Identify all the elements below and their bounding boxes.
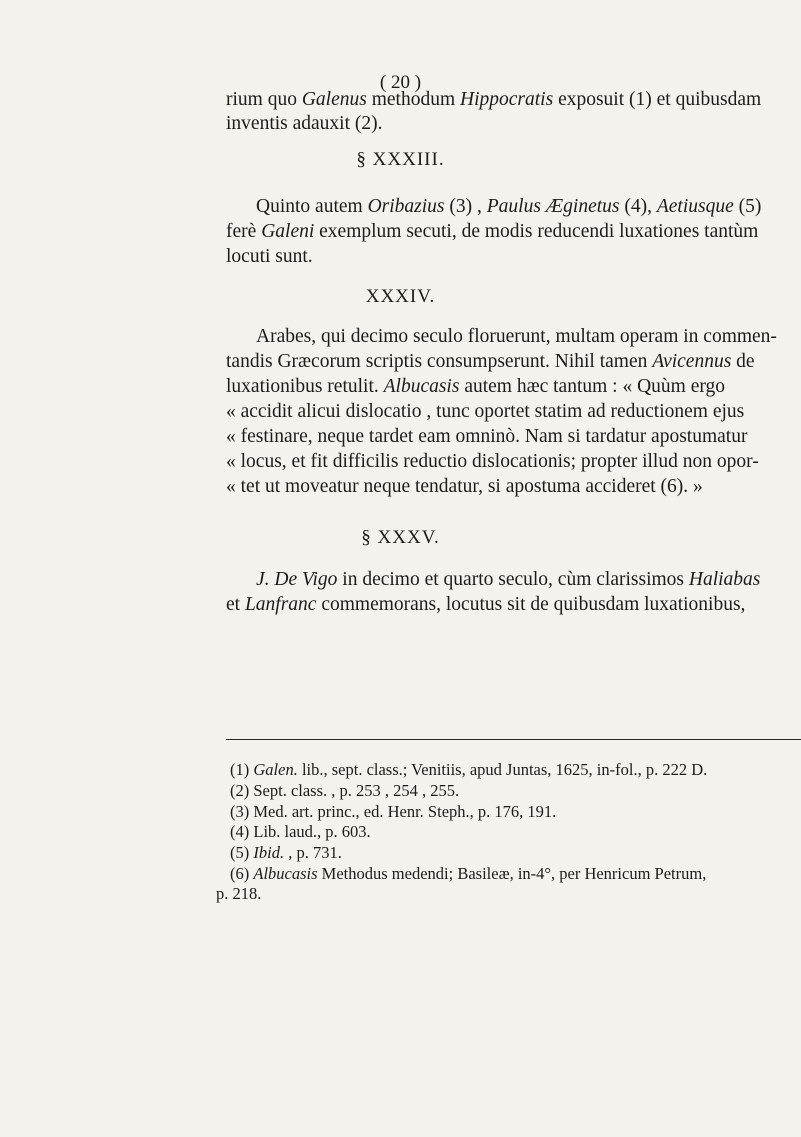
text: Albucasis xyxy=(253,864,318,883)
text: (5) xyxy=(733,196,762,217)
para3-line5: « festinare, neque tardet eam omninò. Nam si tardatur apostumatur xyxy=(226,426,748,447)
name-lanfranc: Lanfranc xyxy=(244,594,317,615)
text: exemplum secuti, de modis reducendi luxationes tantùm xyxy=(314,221,759,242)
footnote-divider xyxy=(226,739,801,740)
text: Galen. xyxy=(253,760,298,779)
para2-line1 xyxy=(256,195,761,219)
para2-line2 xyxy=(226,220,758,244)
text: et xyxy=(226,594,245,615)
para2-line3: locuti sunt. xyxy=(226,246,313,267)
page-number: ( 20 ) xyxy=(379,72,422,93)
name-paulus: Paulus Æginetus xyxy=(486,196,620,217)
text: (3) , xyxy=(444,196,487,217)
text: autem hæc tantum : « Quùm ergo xyxy=(459,376,726,397)
footnote-2: (2) Sept. class. , p. 253 , 254 , 255. xyxy=(230,781,460,800)
text: in decimo et quarto seculo, cùm clarissimos xyxy=(337,569,689,590)
footnote-3: (3) Med. art. princ., ed. Henr. Steph., p. 176, 191. xyxy=(230,802,557,821)
text: commemorans, locutus sit de quibusdam luxationibus, xyxy=(316,594,746,615)
text: (1) xyxy=(230,760,254,779)
footnote-6-cont: p. 218. xyxy=(216,884,262,903)
para3-line2 xyxy=(226,350,755,374)
section-heading-35: § XXXV. xyxy=(361,527,440,548)
name-albucasis: Albucasis xyxy=(383,376,460,397)
text: Methodus medendi; Basileæ, in-4°, per Henricum Petrum, xyxy=(317,864,707,883)
footnote-6 xyxy=(230,864,706,884)
para3-line3 xyxy=(226,375,725,399)
para4-line1 xyxy=(256,568,760,592)
text: rium quo xyxy=(226,89,302,110)
text: tandis Græcorum scriptis consumpserunt. Nihil tamen xyxy=(226,351,653,372)
name-avicennus: Avicennus xyxy=(652,351,732,372)
text: Quinto autem xyxy=(256,196,368,217)
text: ferè xyxy=(226,221,262,242)
name-haliabas: Haliabas xyxy=(688,569,761,590)
name-galenus: Galenus xyxy=(301,89,367,110)
para3-line4: « accidit alicui dislocatio , tunc oportet statim ad reductionem ejus xyxy=(226,401,745,422)
text: (4), xyxy=(619,196,657,217)
footnote-1 xyxy=(230,760,707,780)
para1-line1 xyxy=(226,88,761,112)
name-galeni: Galeni xyxy=(261,221,315,242)
section-heading-34: XXXIV. xyxy=(365,286,436,307)
name-oribazius: Oribazius xyxy=(367,196,445,217)
text: luxationibus retulit. xyxy=(226,376,384,397)
text: exposuit (1) et quibusdam xyxy=(553,89,762,110)
footnote-5 xyxy=(230,843,342,863)
footnote-4: (4) Lib. laud., p. 603. xyxy=(230,822,371,841)
para3-line1: Arabes, qui decimo seculo floruerunt, multam operam in commen- xyxy=(256,326,777,347)
para4-line2 xyxy=(226,593,745,617)
para1-line2: inventis adauxit (2). xyxy=(226,113,383,134)
text: , p. 731. xyxy=(284,843,342,862)
section-heading-33: § XXXIII. xyxy=(356,149,445,170)
text: (5) xyxy=(230,843,254,862)
text: lib., sept. class.; Venitiis, apud Juntas, 1625, in-fol., p. 222 D. xyxy=(297,760,708,779)
text: Ibid. xyxy=(253,843,285,862)
text: (6) xyxy=(230,864,254,883)
text: de xyxy=(731,351,755,372)
name-hippocratis: Hippocratis xyxy=(460,89,554,110)
para3-line7: « tet ut moveatur neque tendatur, si apostuma accideret (6). » xyxy=(226,476,703,497)
name-aetius: Aetiusque xyxy=(656,196,734,217)
name-de-vigo: J. De Vigo xyxy=(256,569,338,590)
text: methodum xyxy=(366,89,461,110)
para3-line6: « locus, et fit difficilis reductio dislocationis; propter illud non opor- xyxy=(226,451,759,472)
